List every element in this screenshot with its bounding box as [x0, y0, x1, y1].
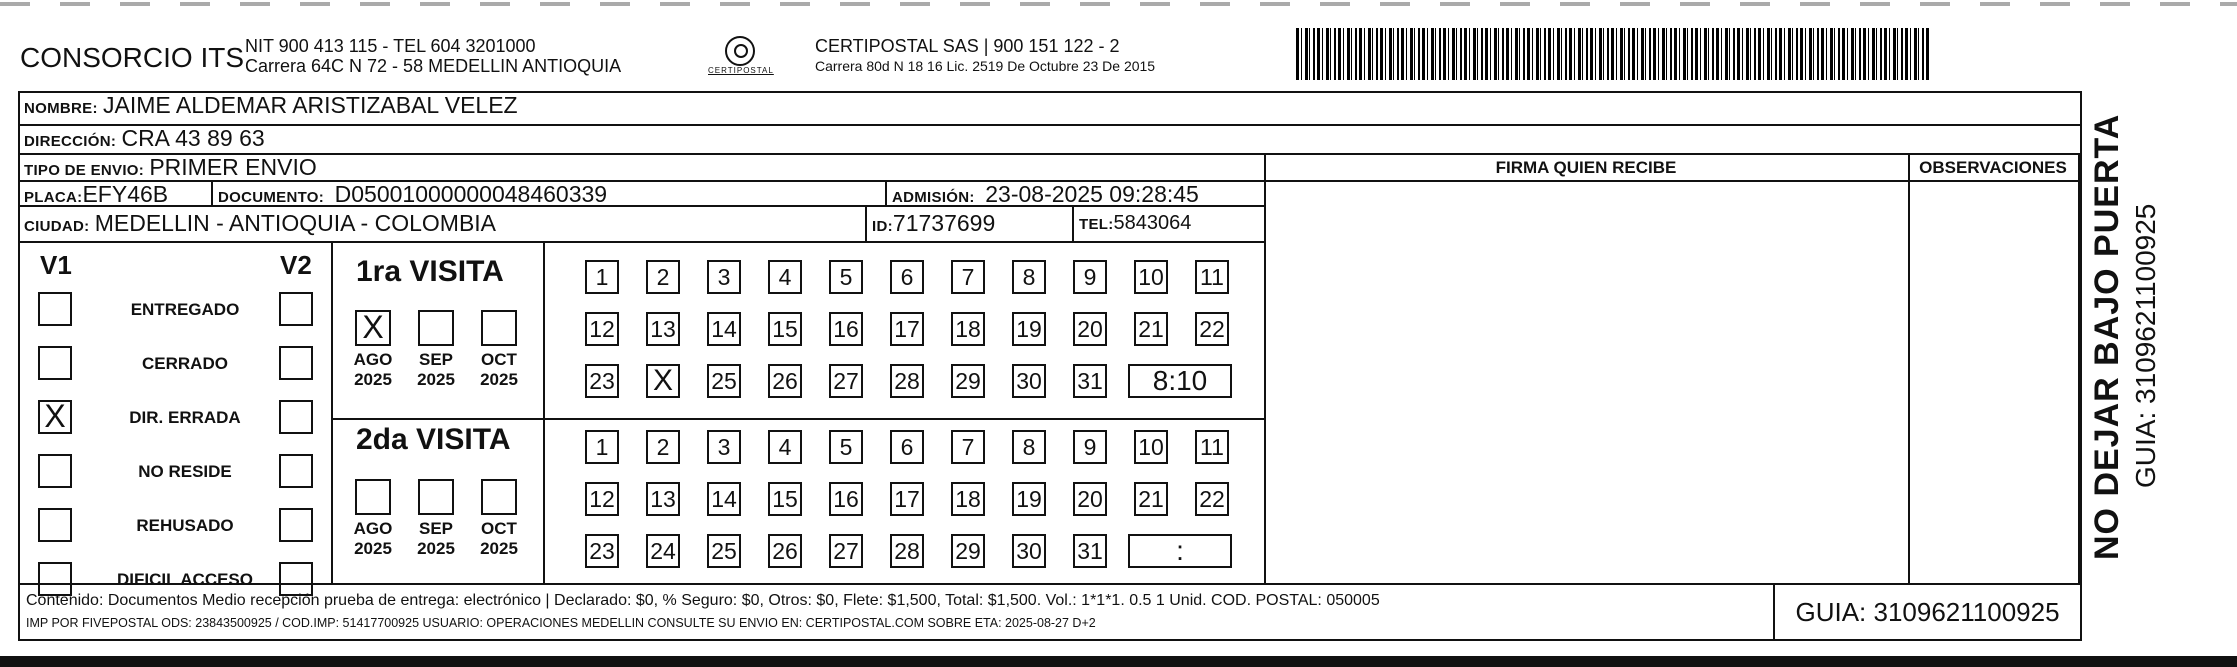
ciudad-value: MEDELLIN - ANTIOQUIA - COLOMBIA — [94, 210, 497, 236]
month-year: 2025 — [480, 539, 518, 558]
status-label-rehusado: REHUSADO — [136, 516, 234, 535]
visit2-day-3[interactable]: 3 — [707, 430, 741, 464]
carrier-info — [815, 36, 1155, 76]
visit1-day-31[interactable]: 31 — [1073, 364, 1107, 398]
visit1-month-label-ago — [348, 350, 398, 390]
top-edge-marks — [0, 2, 2237, 6]
id-value: 71737699 — [892, 210, 996, 236]
rule — [18, 124, 2082, 126]
v2-checkbox-dificil-acceso[interactable] — [279, 562, 313, 596]
v1-checkbox-no-reside[interactable] — [38, 454, 72, 488]
documento-value: D05001000000048460339 — [334, 181, 608, 207]
v1-header: V1 — [40, 250, 72, 280]
visit1-day-29[interactable]: 29 — [951, 364, 985, 398]
tipo-label: TIPO DE ENVIO: — [24, 162, 145, 179]
visit2-day-10[interactable]: 10 — [1134, 430, 1168, 464]
visit2-month-label-oct — [474, 519, 524, 559]
visit2-day-5[interactable]: 5 — [829, 430, 863, 464]
nombre-value: JAIME ALDEMAR ARISTIZABAL VELEZ — [103, 92, 518, 118]
carrier-line: CERTIPOSTAL SAS | 900 151 122 - 2 — [815, 36, 1120, 56]
rule — [1264, 153, 1266, 583]
visit2-day-1[interactable]: 1 — [585, 430, 619, 464]
month-name: OCT — [481, 519, 517, 538]
rule — [1908, 153, 1910, 583]
company-name: CONSORCIO ITS — [20, 42, 245, 73]
visit1-day-11[interactable]: 11 — [1195, 260, 1229, 294]
visit1-day-16[interactable]: 16 — [829, 312, 863, 346]
v2-checkbox-no-reside[interactable] — [279, 454, 313, 488]
visit1-day-9[interactable]: 9 — [1073, 260, 1107, 294]
visit2-day-31[interactable]: 31 — [1073, 534, 1107, 568]
admision-label: ADMISIÓN: — [892, 189, 975, 206]
status-label-cerrado: CERRADO — [142, 354, 228, 373]
nombre-label: NOMBRE: — [24, 100, 98, 117]
visit1-day-14[interactable]: 14 — [707, 312, 741, 346]
visit2-day-17[interactable]: 17 — [890, 482, 924, 516]
tipo-value: PRIMER ENVIO — [149, 154, 317, 180]
placa-label: PLACA: — [24, 189, 83, 206]
month-year: 2025 — [354, 370, 392, 389]
visit2-day-29[interactable]: 29 — [951, 534, 985, 568]
rule — [543, 241, 545, 583]
barcode — [1296, 28, 1930, 80]
logo-text: CERTIPOSTAL — [708, 66, 774, 75]
visit2-day-20[interactable]: 20 — [1073, 482, 1107, 516]
placa-value: EFY46B — [82, 181, 169, 207]
certipostal-logo — [708, 36, 774, 86]
month-year: 2025 — [480, 370, 518, 389]
visit1-day-25[interactable]: 25 — [707, 364, 741, 398]
placa-field — [24, 181, 168, 208]
direccion-field — [24, 125, 265, 152]
visit2-day-7[interactable]: 7 — [951, 430, 985, 464]
nombre-field — [24, 92, 518, 119]
visit2-day-24[interactable]: 24 — [646, 534, 680, 568]
v1-checkbox-cerrado[interactable] — [38, 346, 72, 380]
visit1-day-3[interactable]: 3 — [707, 260, 741, 294]
visit2-day-11[interactable]: 11 — [1195, 430, 1229, 464]
visit1-day-2[interactable]: 2 — [646, 260, 680, 294]
tel-label: TEL: — [1079, 216, 1114, 233]
visit2-day-28[interactable]: 28 — [890, 534, 924, 568]
visit1-day-30[interactable]: 30 — [1012, 364, 1046, 398]
visit1-month-box-ago[interactable]: X — [355, 310, 391, 346]
visit1-time-box[interactable]: 8:10 — [1128, 364, 1232, 398]
visit1-day-10[interactable]: 10 — [1134, 260, 1168, 294]
month-name: SEP — [418, 350, 454, 369]
visit2-day-19[interactable]: 19 — [1012, 482, 1046, 516]
status-label-dificil-acceso: DIFICIL ACCESO — [116, 570, 253, 589]
visit1-day-4[interactable]: 4 — [768, 260, 802, 294]
visit2-day-8[interactable]: 8 — [1012, 430, 1046, 464]
visit1-month-box-sep[interactable] — [418, 310, 454, 346]
company-info — [245, 36, 621, 76]
visit1-month-label-sep — [411, 350, 461, 390]
visit1-day-19[interactable]: 19 — [1012, 312, 1046, 346]
status-label-entregado: ENTREGADO — [130, 300, 240, 319]
side-warning — [2088, 40, 2128, 560]
no-dejar-text: NO DEJAR BAJO PUERTA — [2088, 113, 2126, 560]
admision-value: 23-08-2025 09:28:45 — [985, 181, 1199, 207]
visit1-day-24[interactable]: X — [646, 364, 680, 398]
month-name: AGO — [353, 350, 393, 369]
visit2-day-4[interactable]: 4 — [768, 430, 802, 464]
visit2-day-30[interactable]: 30 — [1012, 534, 1046, 568]
visit2-time-box[interactable]: : — [1128, 534, 1232, 568]
visit1-day-5[interactable]: 5 — [829, 260, 863, 294]
ciudad-field — [24, 210, 496, 237]
visit2-day-2[interactable]: 2 — [646, 430, 680, 464]
visit1-day-18[interactable]: 18 — [951, 312, 985, 346]
documento-field — [218, 181, 607, 208]
v1-checkbox-dir-errada[interactable]: X — [38, 400, 72, 434]
ciudad-label: CIUDAD: — [24, 218, 90, 235]
print-details: IMP POR FIVEPOSTAL ODS: 23843500925 / COD.IMP: 51417700925 USUARIO: OPERACIONES MEDELLIN CONSULTE SU ENVIO EN: CERTIPOSTAL.COM SOBRE ETA: 2025-08-27 D+2 — [26, 616, 1096, 630]
visit1-month-box-oct[interactable] — [481, 310, 517, 346]
status-label-no-reside: NO RESIDE — [138, 462, 232, 481]
visit1-title: 1ra VISITA — [356, 255, 504, 288]
visit1-month-label-oct — [474, 350, 524, 390]
visit2-day-26[interactable]: 26 — [768, 534, 802, 568]
visit1-day-7[interactable]: 7 — [951, 260, 985, 294]
direccion-label: DIRECCIÓN: — [24, 133, 117, 150]
visit2-month-box-sep[interactable] — [418, 479, 454, 515]
visit1-day-6[interactable]: 6 — [890, 260, 924, 294]
visit2-day-9[interactable]: 9 — [1073, 430, 1107, 464]
direccion-value: CRA 43 89 63 — [121, 125, 265, 151]
visit1-day-22[interactable]: 22 — [1195, 312, 1229, 346]
visit2-day-6[interactable]: 6 — [890, 430, 924, 464]
month-name: AGO — [353, 519, 393, 538]
v2-checkbox-dir-errada[interactable] — [279, 400, 313, 434]
v2-checkbox-rehusado[interactable] — [279, 508, 313, 542]
documento-label: DOCUMENTO: — [218, 189, 325, 206]
visit2-day-14[interactable]: 14 — [707, 482, 741, 516]
v2-checkbox-cerrado[interactable] — [279, 346, 313, 380]
visit1-day-28[interactable]: 28 — [890, 364, 924, 398]
visit1-day-8[interactable]: 8 — [1012, 260, 1046, 294]
rule — [18, 241, 1264, 243]
v1-checkbox-rehusado[interactable] — [38, 508, 72, 542]
observaciones-header: OBSERVACIONES — [1919, 158, 2067, 177]
rule — [331, 418, 1264, 420]
admision-field — [892, 181, 1199, 208]
side-guide-number: GUIA: 3109621100925 — [2130, 203, 2161, 488]
visit2-month-box-oct[interactable] — [481, 479, 517, 515]
v2-checkbox-entregado[interactable] — [279, 292, 313, 326]
visit1-day-1[interactable]: 1 — [585, 260, 619, 294]
logo-icon — [725, 36, 755, 66]
rule — [18, 153, 2082, 155]
id-label: ID: — [872, 218, 893, 235]
visit2-day-12[interactable]: 12 — [585, 482, 619, 516]
month-name: OCT — [481, 350, 517, 369]
visit1-day-17[interactable]: 17 — [890, 312, 924, 346]
rule — [211, 180, 213, 205]
visit2-day-22[interactable]: 22 — [1195, 482, 1229, 516]
visit1-day-27[interactable]: 27 — [829, 364, 863, 398]
visit2-title: 2da VISITA — [356, 423, 511, 456]
tel-field — [1079, 212, 1191, 235]
month-name: SEP — [418, 519, 454, 538]
v2-header: V2 — [280, 250, 312, 280]
visit2-month-label-ago — [348, 519, 398, 559]
visit2-day-25[interactable]: 25 — [707, 534, 741, 568]
address-line: Carrera 64C N 72 - 58 MEDELLIN ANTIOQUIA — [245, 56, 622, 76]
status-label-dir-errada: DIR. ERRADA — [129, 408, 241, 427]
visit2-day-16[interactable]: 16 — [829, 482, 863, 516]
visit2-day-27[interactable]: 27 — [829, 534, 863, 568]
month-year: 2025 — [417, 539, 455, 558]
month-year: 2025 — [417, 370, 455, 389]
visit1-day-13[interactable]: 13 — [646, 312, 680, 346]
carrier-license: Carrera 80d N 18 16 Lic. 2519 De Octubre 23 De 2015 — [815, 58, 1156, 74]
visit1-day-20[interactable]: 20 — [1073, 312, 1107, 346]
rule — [2078, 153, 2080, 583]
v1-checkbox-dificil-acceso[interactable] — [38, 562, 72, 596]
visit2-day-15[interactable]: 15 — [768, 482, 802, 516]
rule — [865, 205, 867, 241]
visit1-day-12[interactable]: 12 — [585, 312, 619, 346]
visit2-day-21[interactable]: 21 — [1134, 482, 1168, 516]
nit-line: NIT 900 413 115 - TEL 604 3201000 — [245, 36, 536, 56]
guide-number: GUIA: 3109621100925 — [1795, 597, 2060, 627]
visit2-day-23[interactable]: 23 — [585, 534, 619, 568]
rule — [331, 241, 333, 583]
id-field — [872, 210, 995, 237]
bottom-edge — [0, 656, 2237, 667]
month-year: 2025 — [354, 539, 392, 558]
content-details: Contenido: Documentos Medio recepción prueba de entrega: electrónico | Declarado: $0, % Seguro: $0, Otros: $0, Flete: $1,500, Total: $1,500. Vol.: 1*1*1. 0.5 1 Unid. COD. POSTAL: 050005 — [26, 592, 1380, 609]
visit1-day-21[interactable]: 21 — [1134, 312, 1168, 346]
visit2-month-box-ago[interactable] — [355, 479, 391, 515]
v1-checkbox-entregado[interactable] — [38, 292, 72, 326]
tel-value: 5843064 — [1113, 212, 1192, 234]
visit2-day-13[interactable]: 13 — [646, 482, 680, 516]
firma-header: FIRMA QUIEN RECIBE — [1495, 158, 1677, 177]
visit2-month-label-sep — [411, 519, 461, 559]
visit2-day-18[interactable]: 18 — [951, 482, 985, 516]
visit1-day-15[interactable]: 15 — [768, 312, 802, 346]
visit1-day-26[interactable]: 26 — [768, 364, 802, 398]
rule — [885, 180, 887, 205]
rule — [1072, 205, 1074, 241]
tipo-envio-field — [24, 154, 317, 181]
visit1-day-23[interactable]: 23 — [585, 364, 619, 398]
